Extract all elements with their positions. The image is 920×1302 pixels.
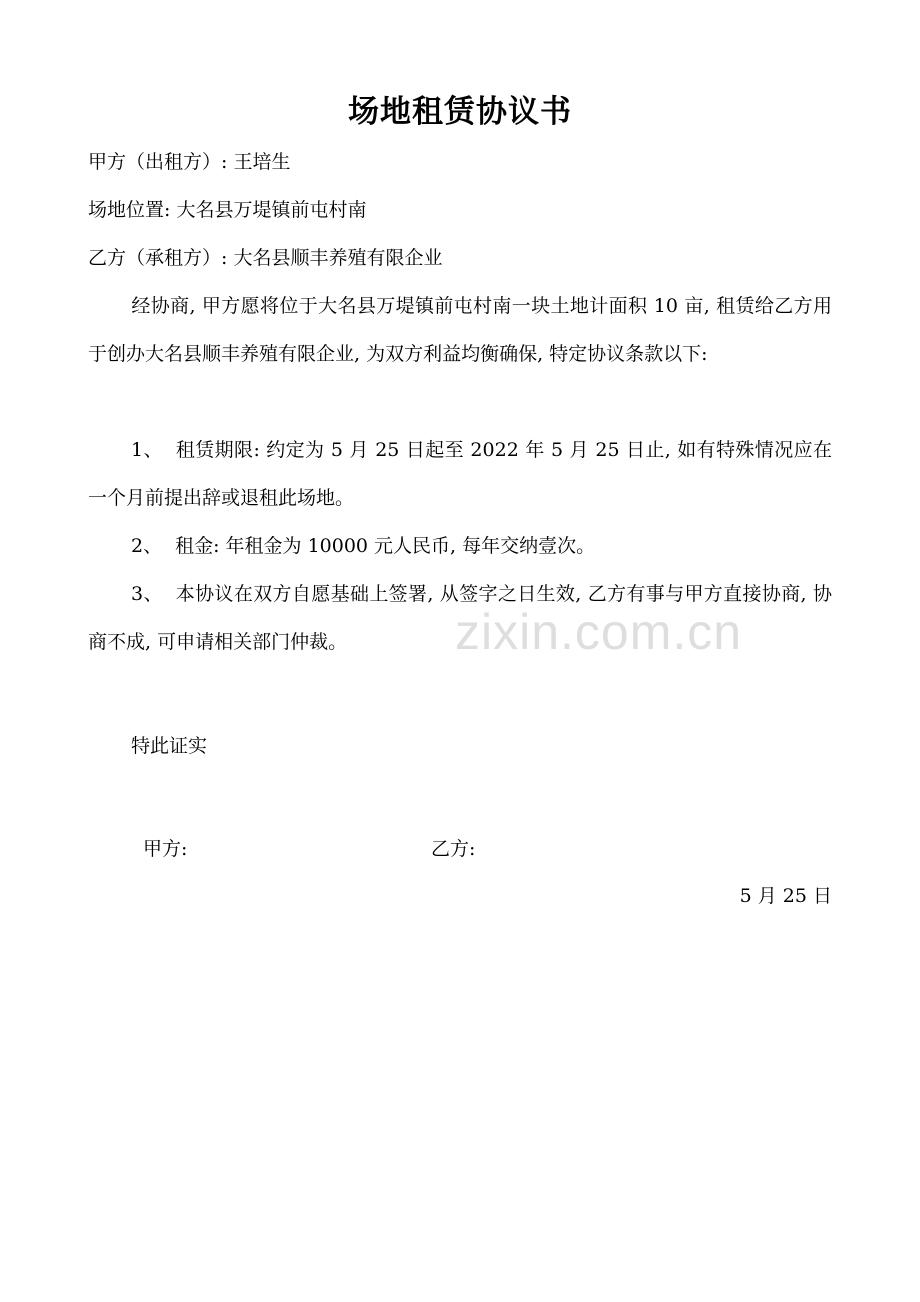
signature-party-b: 乙方: (431, 838, 476, 860)
clause-text: 本协议在双方自愿基础上签署, 从签字之日生效, 乙方有事与甲方直接协商, 协商不成, 可申请相关部门仲裁。 (88, 583, 832, 653)
party-a-label: 甲方（出租方）: (88, 151, 234, 173)
party-b-line (88, 243, 442, 273)
clause-number: 1、 (131, 439, 163, 461)
document-title: 场地租赁协议书 (348, 94, 572, 130)
party-b-name: 大名县顺丰养殖有限企业 (233, 247, 443, 269)
watermark: zixin.com.cn (455, 604, 743, 660)
signature-party-a: 甲方: (143, 838, 188, 860)
party-a-line (88, 147, 290, 177)
signing-date: 5 月 25 日 (739, 885, 832, 907)
closing-statement: 特此证实 (131, 735, 208, 757)
clause-number: 3、 (131, 583, 163, 605)
party-a-name: 王培生 (233, 151, 291, 173)
intro-paragraph (88, 282, 832, 378)
clause-2 (88, 522, 832, 570)
location-value: 大名县万堤镇前屯村南 (176, 199, 367, 221)
clause-text: 租金: 年租金为 10000 元人民币, 每年交纳壹次。 (175, 535, 596, 557)
clause-number: 2、 (131, 535, 163, 557)
clause-1 (88, 426, 832, 522)
clause-3 (88, 570, 832, 666)
intro-text: 经协商, 甲方愿将位于大名县万堤镇前屯村南一块土地计面积 10 亩, 租赁给乙方用于创办大名县顺丰养殖有限企业, 为双方利益均衡确保, 特定协议条款以下: (88, 295, 832, 365)
location-label: 场地位置: (88, 199, 177, 221)
clause-text: 租赁期限: 约定为 5 月 25 日起至 2022 年 5 月 25 日止, 如有特殊情况应在一个月前提出辞或退租此场地。 (88, 439, 832, 509)
party-b-label: 乙方（承租方）: (88, 247, 234, 269)
location-line (88, 195, 366, 225)
